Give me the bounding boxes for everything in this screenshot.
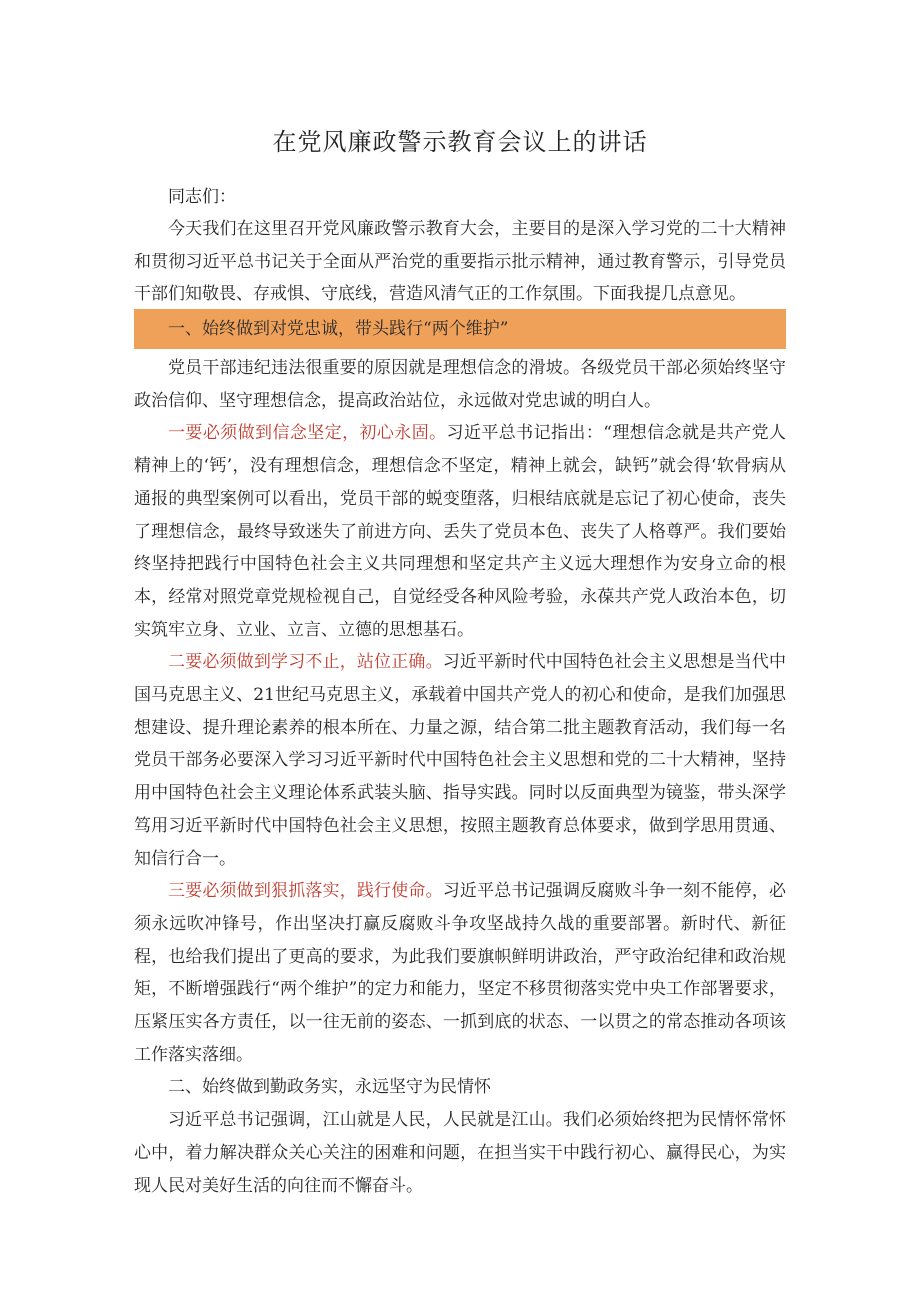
section1-heading: 一、始终做到对党忠诚，带头践行“两个维护” <box>168 319 509 339</box>
point1-paragraph <box>134 417 786 646</box>
section2-heading: 二、始终做到勤政务实，永远坚守为民情怀 <box>168 1077 491 1098</box>
section1-body <box>134 352 786 1202</box>
greeting: 同志们： <box>168 187 236 207</box>
point2-body: 习近平新时代中国特色社会主义思想是当代中国马克思主义、21世纪马克思主义，承载着中国共产党人的初心和使命，是我们加强思想建设、提升理论素养的根本所在、力量之源，结合第二批主题教育活动，我们每一名党员干部务必要深入学习习近平新时代中国特色社会主义思想和党的二十大精神，坚持用中国特色社会主义理论体系武装头脑、指导实践。同时以反面典型为镜鉴，带头深学笃用习近平新时代中国特色社会主义思想，按照主题教育总体要求，做到学思用贯通、知信行合一。 <box>134 652 787 869</box>
point2-paragraph <box>134 646 786 875</box>
intro-paragraph: 今天我们在这里召开党风廉政警示教育大会，主要目的是深入学习党的二十大精神和贯彻习近平总书记关于全面从严治党的重要指示批示精神，通过教育警示，引导党员干部们知敬畏、存戒惧、守底线，营造风清气正的工作氛围。下面我提几点意见。 <box>134 219 786 305</box>
point1-body: 习近平总书记指出：“理想信念就是共产党人精神上的‘钙’，没有理想信念，理想信念不坚定，精神上就会，缺钙”就会得‘软骨病从通报的典型案例可以看出，党员干部的蜕变堕落，归根结底就是忘记了初心使命，丧失了理想信念，最终导致迷失了前进方向、丢失了党员本色、丧失了人格尊严。我们要始终坚持把践行中国特色社会主义共同理想和坚定共产主义远大理想作为安身立命的根本，经常对照党章党规检视自己，自觉经受各种风险考验，永葆共产党人政治本色，切实筑牢立身、立业、立言、立德的思想基石。 <box>134 423 786 640</box>
section1-paragraph: 党员干部违纪违法很重要的原因就是理想信念的滑坡。各级党员干部必须始终坚守政治信仰、坚守理想信念，提高政治站位，永远做对党忠诚的明白人。 <box>134 358 786 411</box>
point3-lead: 三要必须做到狠抓落实，践行使命。 <box>168 881 443 902</box>
point3-body: 习近平总书记强调反腐败斗争一刻不能停，必须永远吹冲锋号，作出坚决打赢反腐败斗争攻坚战持久战的重要部署。新时代、新征程，也给我们提出了更高的要求，为此我们要旗帜鲜明讲政治，严守政治纪律和政治规矩，不断增强践行“两个维护”的定力和能力，坚定不移贯彻落实党中央工作部署要求，压紧压实各方责任，以一往无前的姿态、一抓到底的状态、一以贯之的常态推动各项该工作落实落细。 <box>134 881 787 1065</box>
point3-paragraph <box>134 875 786 1071</box>
point2-lead: 二要必须做到学习不止，站位正确。 <box>168 652 443 673</box>
section2-paragraph: 习近平总书记强调，江山就是人民，人民就是江山。我们必须始终把为民情怀常怀心中，着力解决群众关心关注的困难和问题，在担当实干中践行初心、赢得民心，为实现人民对美好生活的向往而不懈奋斗。 <box>134 1110 786 1196</box>
point1-lead: 一要必须做到信念坚定，初心永固。 <box>168 423 447 444</box>
intro-block <box>134 213 786 311</box>
document-title: 在党风廉政警示教育会议上的讲话 <box>272 128 648 156</box>
